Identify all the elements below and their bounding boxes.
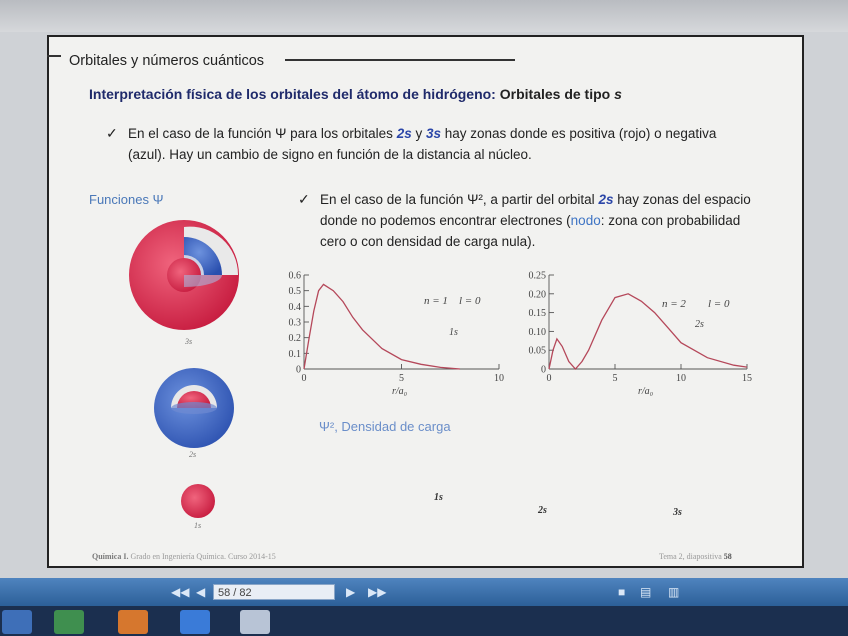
bullet-psi-3s: 3s (425, 126, 442, 141)
section-tick (47, 55, 61, 57)
chart-1s-xlabel: r/a₀ (392, 386, 408, 397)
orbital-3s-label: 3s (185, 337, 193, 346)
bullet-psi2-nodo: nodo (570, 213, 601, 228)
chart-y-tick-label: 0.1 (288, 348, 301, 360)
first-slide-icon[interactable]: ◀◀ (171, 585, 190, 599)
section-rule (285, 59, 515, 61)
chart-y-tick-label: 0.2 (288, 333, 301, 345)
chart-y-tick-label: 0.6 (288, 270, 301, 282)
previous-slide-icon[interactable]: ◀ (196, 585, 206, 599)
slide-sorter-icon[interactable]: ▥ (668, 585, 680, 599)
chrome-icon[interactable] (54, 610, 84, 634)
last-slide-icon[interactable]: ▶▶ (368, 585, 387, 599)
chart-x-tick-label: 0 (301, 373, 307, 384)
bullet-psi-t3: hay zonas donde es positiva (rojo) o negativa (azul). Hay un cambio de signo en función de la distancia al núcleo. (128, 126, 717, 162)
check-icon: ✓ (298, 191, 310, 207)
screen-top-edge (0, 0, 848, 32)
chart-y-tick-label: 0.25 (528, 270, 546, 282)
viewer-toolbar (0, 578, 848, 606)
chart-2s-xlabel: r/a₀ (638, 386, 654, 397)
bullet-psi2-2s: 2s (598, 192, 614, 207)
chart-y-tick-label: 0.15 (528, 308, 546, 320)
subtitle-part3: s (614, 86, 622, 102)
orbital-1s-label: 1s (194, 521, 202, 530)
slide-subtitle (89, 86, 622, 102)
bullet-psi2-t1: En el caso de la función Ψ², a partir del orbital (320, 192, 599, 207)
slide-footer-number (659, 552, 732, 561)
bullet-psi2-t2: hay zonas del espacio donde no podemos encontrar electrones ( (320, 192, 751, 228)
subtitle-part1: Interpretación física de los orbitales del átomo de hidrógeno: (89, 86, 500, 102)
footer-course-bold: Química I. (92, 552, 129, 561)
check-icon: ✓ (106, 125, 118, 141)
density-label-1s: 1s (434, 492, 443, 503)
page-indicator[interactable]: 58 / 82 (213, 584, 335, 600)
bullet-psi2-t3: : zona con probabilidad cero o con densidad de carga nula). (320, 213, 741, 249)
density-label-2s: 2s (538, 505, 547, 516)
density-caption: Ψ², Densidad de carga (319, 419, 451, 434)
chart-x-tick-label: 15 (742, 373, 752, 384)
bullet-psi2-text (320, 189, 768, 252)
section-title: Orbitales y números cuánticos (69, 53, 265, 69)
bullet-psi-2s: 2s (396, 126, 412, 141)
footer-course-text: Grado en Ingeniería Química. Curso 2014-15 (128, 552, 276, 561)
chart-x-tick-label: 10 (676, 373, 686, 384)
slide-footer-course (92, 552, 276, 561)
chart-x-tick-label: 5 (612, 373, 618, 384)
next-slide-icon[interactable]: ▶ (346, 585, 356, 599)
skype-icon[interactable] (180, 610, 210, 634)
chart-y-tick-label: 0.20 (528, 289, 546, 301)
hp-logo-icon[interactable] (2, 610, 32, 634)
chart-x-tick-label: 5 (399, 373, 404, 384)
radial-chart-1s (269, 267, 509, 397)
chart-y-tick-label: 0.10 (528, 326, 546, 338)
chart-2s-annotation-n: n = 2 (662, 298, 686, 310)
chart-y-tick-label: 0 (296, 364, 301, 376)
functions-label: Funciones Ψ (89, 192, 164, 207)
chart-1s-annotation-n: n = 1 (424, 295, 448, 307)
chart-2s-annotation-orbital: 2s (695, 319, 704, 330)
footer-slide-prefix: Tema 2, diapositiva (659, 552, 724, 561)
subtitle-part2: Orbitales de tipo (499, 86, 615, 102)
chart-x-tick-label: 10 (494, 373, 504, 384)
orbital-3s-image (126, 219, 246, 334)
bullet-psi2 (298, 189, 768, 252)
orbital-2s-label: 2s (189, 450, 197, 459)
chart-y-tick-label: 0.4 (288, 301, 301, 313)
radial-chart-2s (512, 267, 757, 397)
bullet-psi (106, 123, 746, 165)
orbital-1s-image (180, 483, 216, 519)
slide (47, 35, 804, 568)
chart-y-tick-label: 0.3 (288, 317, 301, 329)
bullet-psi-text (128, 123, 746, 165)
chart-x-tick-label: 0 (546, 373, 552, 384)
chart-y-tick-label: 0 (541, 364, 546, 376)
outline-view-icon[interactable]: ▤ (640, 585, 652, 599)
density-label-3s: 3s (673, 507, 682, 518)
footer-slide-num: 58 (723, 552, 732, 561)
chart-1s-annotation-orbital: 1s (449, 327, 458, 338)
orbital-2s-image (153, 367, 235, 449)
apps-icon[interactable] (118, 610, 148, 634)
pdf-viewer-icon[interactable] (240, 610, 270, 634)
chart-y-tick-label: 0.5 (288, 286, 301, 298)
bullet-psi-t2: y (411, 126, 426, 141)
chart-y-tick-label: 0.05 (528, 345, 546, 357)
bullet-psi-t1: En el caso de la función Ψ para los orbitales (128, 126, 397, 141)
chart-2s-annotation-l: l = 0 (708, 298, 730, 310)
chart-1s-annotation-l: l = 0 (459, 295, 481, 307)
grid-view-icon[interactable]: ■ (618, 585, 626, 599)
